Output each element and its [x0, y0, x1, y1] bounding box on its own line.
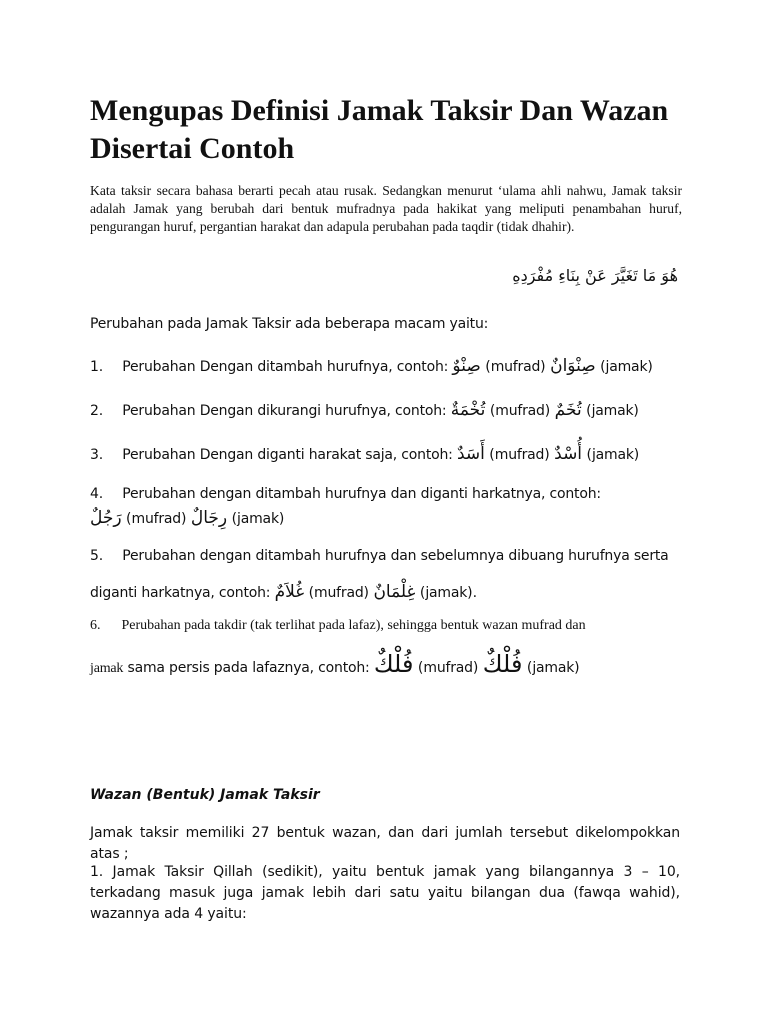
- item-text: Perubahan Dengan ditambah hurufnya, contoh:: [122, 359, 449, 375]
- mufrad-label: (mufrad): [489, 403, 551, 419]
- page-title: Mengupas Definisi Jamak Taksir Dan Wazan Disertai Contoh: [90, 94, 669, 165]
- arabic-mufrad: أَسَدٌ: [456, 444, 485, 464]
- arabic-mufrad: تُخْمَةٌ: [450, 400, 486, 420]
- arabic-jamak: تُخَمٌ: [554, 400, 582, 420]
- wazan-heading: Wazan (Bentuk) Jamak Taksir: [90, 787, 320, 803]
- changes-intro: Perubahan pada Jamak Taksir ada beberapa macam yaitu:: [90, 316, 489, 332]
- arabic-jamak: غِلْمَانٌ: [373, 582, 416, 602]
- item-text: Perubahan dengan ditambah hurufnya dan sebelumnya dibuang hurufnya serta: [122, 548, 669, 564]
- item-number: 2.: [90, 403, 103, 419]
- jamak-label: (jamak): [526, 660, 580, 676]
- item-text-serif: jamak: [90, 661, 124, 676]
- item-number: 1.: [90, 359, 103, 375]
- jamak-label: (jamak): [586, 447, 640, 463]
- arabic-jamak: أُسْدٌ: [554, 444, 583, 464]
- item-text: Perubahan pada takdir (tak terlihat pada lafaz), sehingga bentuk wazan mufrad dan: [121, 618, 586, 633]
- list-item-1: [90, 356, 653, 376]
- item-text: Perubahan dengan ditambah hurufnya dan diganti harkatnya, contoh:: [122, 486, 601, 502]
- arabic-jamak: فُلْكٌ: [482, 650, 523, 678]
- jamak-label: (jamak): [586, 403, 639, 419]
- mufrad-label: (mufrad): [417, 660, 479, 676]
- list-item-5-cont: [90, 582, 477, 602]
- item-text-cont: diganti harkatnya, contoh:: [90, 585, 271, 601]
- list-item-3: [90, 444, 639, 464]
- arabic-jamak: صِنْوَانٌ: [550, 356, 596, 376]
- list-item-4: [90, 486, 601, 502]
- arabic-mufrad: غُلاَمٌ: [274, 582, 305, 602]
- list-item-2: [90, 400, 639, 420]
- list-item-6: [90, 618, 586, 634]
- mufrad-label: (mufrad): [308, 585, 369, 601]
- list-item-4-example: [90, 508, 284, 528]
- arabic-mufrad: فُلْكٌ: [373, 650, 414, 678]
- item-number: 4.: [90, 486, 103, 502]
- item-number: 3.: [90, 447, 103, 463]
- list-item-5: [90, 548, 669, 564]
- wazan-intro: Jamak taksir memiliki 27 bentuk wazan, dan dari jumlah tersebut dikelompokkan atas ;: [90, 825, 680, 862]
- arabic-mufrad: صِنْوٌ: [452, 356, 481, 376]
- jamak-label: (jamak): [231, 511, 285, 527]
- qillah-paragraph: 1. Jamak Taksir Qillah (sedikit), yaitu bentuk jamak yang bilangannya 3 – 10, terkadang masuk juga jamak lebih dari satu yaitu bilangan dua (fawqa wahid), wazannya ada 4 yaitu:: [90, 864, 680, 922]
- item-number: 6.: [90, 618, 101, 633]
- item-number: 5.: [90, 548, 103, 564]
- jamak-label: (jamak): [600, 359, 653, 375]
- mufrad-label: (mufrad): [489, 447, 550, 463]
- arabic-mufrad: رَجُلٌ: [90, 508, 122, 528]
- list-item-6-cont: [90, 650, 580, 678]
- item-text-cont: sama persis pada lafaznya, contoh:: [127, 660, 370, 676]
- arabic-definition: هُوَ مَا تَغَيَّرَ عَنْ بِنَاءِ مُفْرَدِهِ: [512, 266, 678, 285]
- item-text: Perubahan Dengan diganti harakat saja, contoh:: [122, 447, 453, 463]
- mufrad-label: (mufrad): [485, 359, 546, 375]
- mufrad-label: (mufrad): [126, 511, 187, 527]
- item-text: Perubahan Dengan dikurangi hurufnya, contoh:: [122, 403, 447, 419]
- jamak-label: (jamak).: [419, 585, 478, 601]
- intro-paragraph: Kata taksir secara bahasa berarti pecah atau rusak. Sedangkan menurut ‘ulama ahli nahwu, Jamak taksir adalah Jamak yang berubah dari bentuk mufradnya pada hakikat yang meliputi penambahan huruf, pengurangan huruf, pergantian harakat dan adapula perubahan pada taqdir (tidak dhahir).: [90, 183, 682, 234]
- arabic-jamak: رِجَالٌ: [190, 508, 228, 528]
